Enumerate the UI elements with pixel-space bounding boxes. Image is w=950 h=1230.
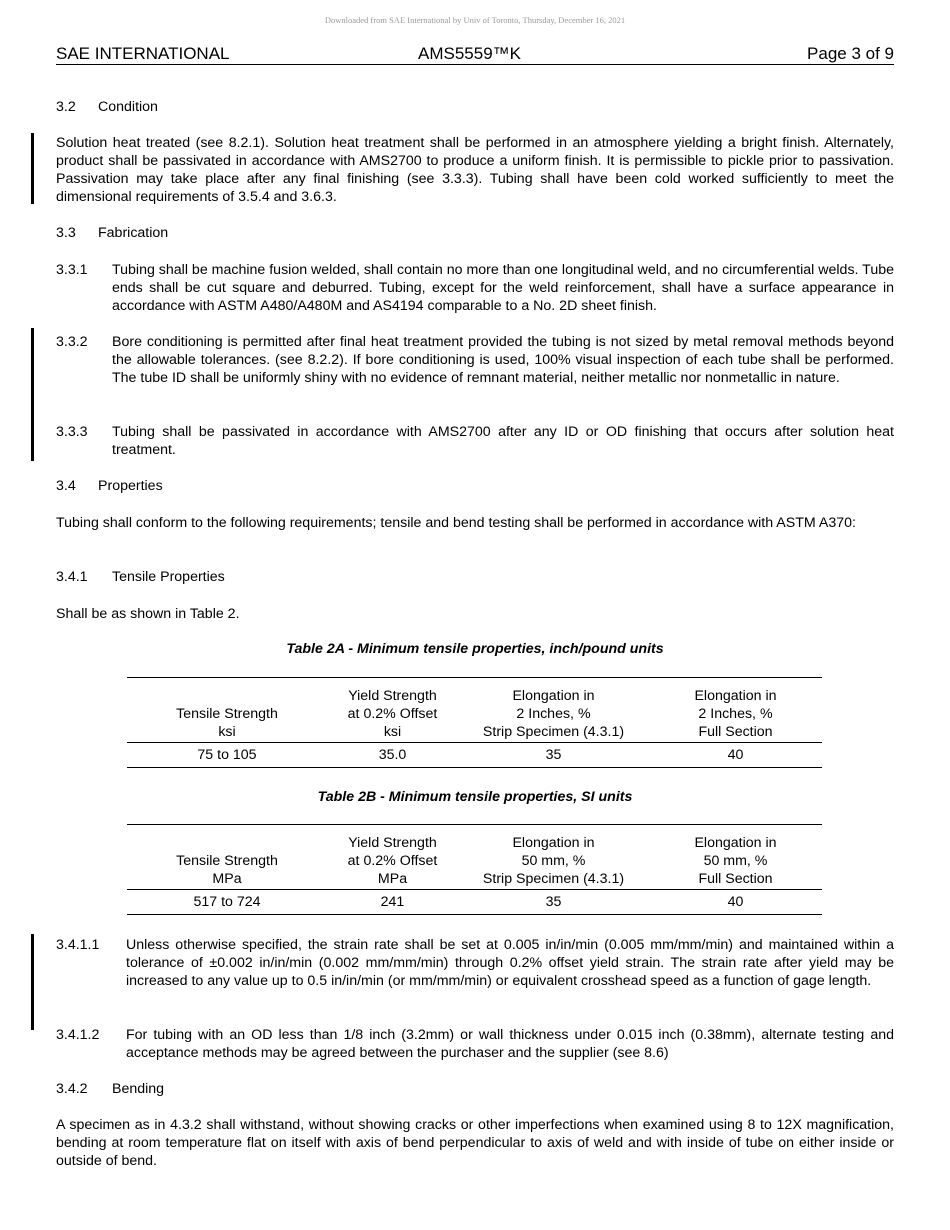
table-cell: 241 (380, 894, 405, 910)
header-line: ksi (383, 724, 402, 740)
header-line: Tensile Strength (176, 853, 278, 869)
table-header-row (127, 678, 822, 743)
numbered-paragraph (56, 333, 894, 387)
header-cell (458, 834, 649, 889)
section-number: 3.3 (56, 225, 76, 241)
table-cell: 40 (727, 747, 744, 763)
header-line: at 0.2% Offset (347, 706, 438, 722)
header-line: 50 mm, % (703, 853, 768, 869)
table-cell: 40 (727, 894, 744, 910)
header-line: Elongation in (694, 835, 777, 851)
paragraph-text: Unless otherwise specified, the strain rate shall be set at 0.005 in/in/min (0.005 mm/mm/min) and maintained within a tolerance of ±0.002 in/in/min (0.002 mm/mm/min) through 0.2% offset yield strain. The strain rate after yield may be increased to any value up to 0.5 in/in/min (or mm/mm/min) or equivalent crosshead speed as a function of gage length. (126, 937, 894, 989)
paragraph-text: Bore conditioning is permitted after final heat treatment provided the tubing is not sized by metal removal methods beyond the allowable tolerances. (see 8.2.2). If bore conditioning is used, 100% visual inspection of each tube shall be performed. The tube ID shall be uniformly shiny with no evidence of remnant material, neither metallic nor nonmetallic in nature. (112, 334, 894, 386)
header-line: Yield Strength (348, 835, 437, 851)
numbered-paragraph (56, 936, 894, 990)
table-cell: 35.0 (378, 747, 407, 763)
table-2a (127, 677, 822, 768)
header-page-number: Page 3 of 9 (807, 44, 894, 63)
table-header-row (127, 825, 822, 890)
header-line: MPa (212, 871, 242, 887)
section-title: Condition (98, 99, 158, 115)
section-number: 3.3.2 (56, 334, 88, 350)
paragraph-text: For tubing with an OD less than 1/8 inch (3.2mm) or wall thickness under 0.015 inch (0.38mm), alternate testing and acceptance methods may be agreed between the purchaser and the supplier (see 8.6) (126, 1027, 894, 1061)
download-watermark: Downloaded from SAE International by Univ of Toronto, Thursday, December 16, 2021 (324, 15, 626, 25)
header-line: 2 Inches, % (698, 706, 773, 722)
section-heading (56, 98, 894, 116)
section-heading (56, 568, 894, 586)
section-heading (56, 224, 894, 242)
header-line: Elongation in (694, 688, 777, 704)
header-cell (127, 852, 327, 889)
numbered-paragraph (56, 261, 894, 315)
header-doc-number: AMS5559™K (418, 44, 521, 63)
paragraph: Shall be as shown in Table 2. (56, 606, 240, 622)
table-2b (127, 824, 822, 915)
numbered-paragraph (56, 423, 894, 459)
change-bar (31, 133, 34, 204)
section-number: 3.4 (56, 478, 76, 494)
section-title: Fabrication (98, 225, 169, 241)
change-bar (31, 328, 34, 461)
change-bar (31, 934, 34, 1030)
section-heading (56, 477, 894, 495)
section-number: 3.4.2 (56, 1081, 88, 1097)
table-cell: 35 (545, 747, 562, 763)
header-cell (327, 687, 458, 742)
table-caption: Table 2B - Minimum tensile properties, SI units (317, 789, 633, 805)
header-line: Elongation in (512, 835, 595, 851)
header-line: 50 mm, % (521, 853, 586, 869)
section-number: 3.3.1 (56, 262, 88, 278)
header-line: MPa (377, 871, 408, 887)
section-number: 3.2 (56, 99, 76, 115)
header-line: 2 Inches, % (516, 706, 591, 722)
page-header (56, 44, 894, 65)
header-cell (649, 687, 822, 742)
header-org: SAE INTERNATIONAL (56, 44, 230, 63)
section-title: Properties (98, 478, 163, 494)
numbered-paragraph (56, 1026, 894, 1062)
table-cell: 35 (545, 894, 562, 910)
section-title: Bending (112, 1081, 165, 1097)
table-row (127, 743, 822, 768)
paragraph: Solution heat treated (see 8.2.1). Solution heat treatment shall be performed in an atmosphere yielding a bright finish. Alternately, product shall be passivated in accordance with AMS2700 to produce a uniform finish. It is permissible to pickle prior to passivation. Passivation may take place after any final finishing (see 3.3.3). Tubing shall have been cold worked sufficiently to meet the dimensional requirements of 3.5.4 and 3.6.3. (56, 135, 894, 205)
table-cell: 517 to 724 (193, 894, 261, 910)
section-number: 3.4.1.2 (56, 1027, 100, 1043)
paragraph: A specimen as in 4.3.2 shall withstand, without showing cracks or other imperfections when examined using 8 to 12X magnification, bending at room temperature flat on itself with axis of bend perpendicular to axis of weld and with inside of tube on either inside or outside of bend. (56, 1117, 894, 1169)
section-number: 3.4.1.1 (56, 937, 100, 953)
table-caption: Table 2A - Minimum tensile properties, inch/pound units (286, 641, 664, 657)
header-cell (327, 834, 458, 889)
header-cell (649, 834, 822, 889)
header-line: Elongation in (512, 688, 595, 704)
table-row (127, 890, 822, 915)
section-heading (56, 1080, 894, 1098)
header-line: Full Section (698, 871, 773, 887)
header-cell (127, 705, 327, 742)
header-line: Full Section (698, 724, 773, 740)
table-cell: 75 to 105 (197, 747, 257, 763)
header-line: Tensile Strength (176, 706, 278, 722)
section-number: 3.4.1 (56, 569, 88, 585)
header-cell (458, 687, 649, 742)
paragraph-text: Tubing shall be passivated in accordance with AMS2700 after any ID or OD finishing that occurs after solution heat treatment. (112, 424, 894, 458)
header-line: Yield Strength (348, 688, 437, 704)
header-line: at 0.2% Offset (347, 853, 438, 869)
paragraph-text: Tubing shall be machine fusion welded, shall contain no more than one longitudinal weld, and no circumferential welds. Tube ends shall be cut square and deburred. Tubing, except for the weld reinforcement, shall have a surface appearance in accordance with ASTM A480/A480M and AS4194 comparable to a No. 2D sheet finish. (112, 262, 894, 314)
section-title: Tensile Properties (112, 569, 225, 585)
paragraph: Tubing shall conform to the following requirements; tensile and bend testing shall be performed in accordance with ASTM A370: (56, 515, 856, 531)
header-line: ksi (218, 724, 236, 740)
section-number: 3.3.3 (56, 424, 88, 440)
header-line: Strip Specimen (4.3.1) (482, 724, 625, 740)
header-line: Strip Specimen (4.3.1) (482, 871, 625, 887)
